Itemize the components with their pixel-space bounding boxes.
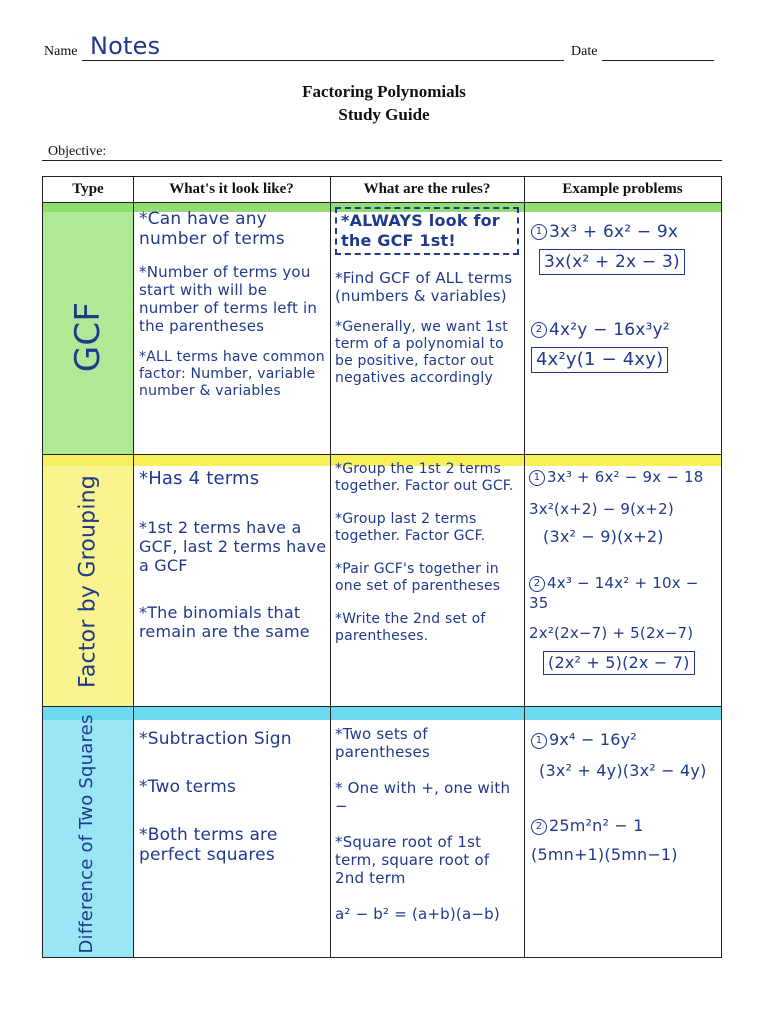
gcf-rule-2: *Find GCF of ALL terms (numbers & variables) (335, 269, 513, 305)
gcf-rules-cell (335, 207, 521, 401)
gcf-look-2: *Number of terms you start with will be number of terms left in the parentheses (139, 263, 318, 335)
col-header-look: What's it look like? (169, 181, 294, 197)
grouping-example-1: 1 3x³ + 6x² − 9x − 18 (529, 467, 719, 487)
dots-cyan-band (43, 706, 721, 720)
dots-look-2: *Two terms (139, 777, 237, 797)
grouping-examples-cell (529, 467, 719, 675)
grouping-step-2: 2x²(2x−7) + 5(2x−7) (529, 624, 694, 642)
col-divider-3 (524, 177, 525, 957)
row-divider-1 (43, 454, 721, 455)
gcf-rule-always: *ALWAYS look for the GCF 1st! (335, 207, 519, 255)
row-type-grouping: Factor by Grouping (75, 475, 101, 688)
title-line-1: Factoring Polynomials (302, 82, 466, 101)
dots-look-1: *Subtraction Sign (139, 729, 292, 749)
grouping-rules-cell (335, 461, 521, 659)
grouping-answer-1: (3x² − 9)(x+2) (543, 527, 664, 546)
gcf-answer-1: 3x(x² + 2x − 3) (539, 249, 685, 275)
title-line-2: Study Guide (338, 105, 430, 124)
gcf-look-1: *Can have any number of terms (139, 209, 285, 249)
date-label: Date (571, 44, 598, 59)
study-guide-table (42, 176, 722, 958)
grouping-look-cell (139, 469, 327, 655)
gcf-rule-3: *Generally, we want 1st term of a polynomial to be positive, factor out negatives accordingly (335, 319, 508, 386)
dots-rule-4: a² − b² = (a+b)(a−b) (335, 905, 500, 923)
grouping-rule-3: *Pair GCF's together in one set of parentheses (335, 561, 501, 594)
col-divider-1 (133, 177, 134, 957)
page-title (0, 80, 768, 126)
gcf-look-cell (139, 209, 327, 414)
name-label: Name (44, 44, 78, 59)
dots-rule-2: * One with +, one with − (335, 779, 511, 815)
col-header-examples: Example problems (562, 181, 683, 197)
header-divider (43, 202, 721, 203)
grouping-answer-2: (2x² + 5)(2x − 7) (543, 651, 695, 675)
gcf-example-1: 1 3x³ + 6x² − 9x (531, 221, 717, 243)
col-header-type: Type (72, 181, 104, 197)
dots-examples-cell (531, 729, 717, 865)
dots-look-3: *Both terms are perfect squares (139, 825, 278, 865)
grouping-step-1: 3x²(x+2) − 9(x+2) (529, 500, 674, 518)
gcf-examples-cell (531, 221, 717, 373)
gcf-look-3: *ALL terms have common factor: Number, variable number & variables (139, 349, 325, 399)
objective-label: Objective: (48, 144, 107, 159)
gcf-answer-2: 4x²y(1 − 4xy) (531, 347, 668, 373)
objective-line (42, 160, 722, 161)
dots-look-cell (139, 729, 327, 879)
name-line (82, 60, 564, 61)
grouping-look-2: *1st 2 terms have a GCF, last 2 terms have a GCF (139, 518, 327, 575)
name-value: Notes (90, 32, 161, 60)
dots-example-2: 2 25m²n² − 1 (531, 815, 717, 836)
dots-rule-1: *Two sets of parentheses (335, 725, 430, 761)
grouping-look-3: *The binomials that remain are the same (139, 603, 310, 641)
grouping-rule-4: *Write the 2nd set of parentheses. (335, 611, 486, 644)
col-header-rules: What are the rules? (363, 181, 491, 197)
grouping-look-1: *Has 4 terms (139, 468, 260, 489)
row-type-gcf: GCF (68, 301, 108, 373)
dots-rule-3: *Square root of 1st term, square root of 2nd term (335, 833, 490, 887)
grouping-rule-2: *Group last 2 terms together. Factor GCF. (335, 511, 486, 544)
row-divider-2 (43, 706, 721, 707)
col-divider-2 (330, 177, 331, 957)
date-line (602, 60, 714, 61)
dots-answer-1: (3x² + 4y)(3x² − 4y) (539, 761, 707, 780)
gcf-example-2: 2 4x²y − 16x³y² (531, 319, 717, 341)
row-type-difference-of-squares: Difference of Two Squares (76, 714, 97, 954)
dots-rules-cell (335, 725, 521, 937)
grouping-example-2: 2 4x³ − 14x² + 10x − 35 (529, 574, 699, 612)
dots-answer-2: (5mn+1)(5mn−1) (531, 845, 678, 864)
grouping-rule-1: *Group the 1st 2 terms together. Factor out GCF. (335, 461, 514, 494)
dots-example-1: 1 9x⁴ − 16y² (531, 729, 717, 750)
